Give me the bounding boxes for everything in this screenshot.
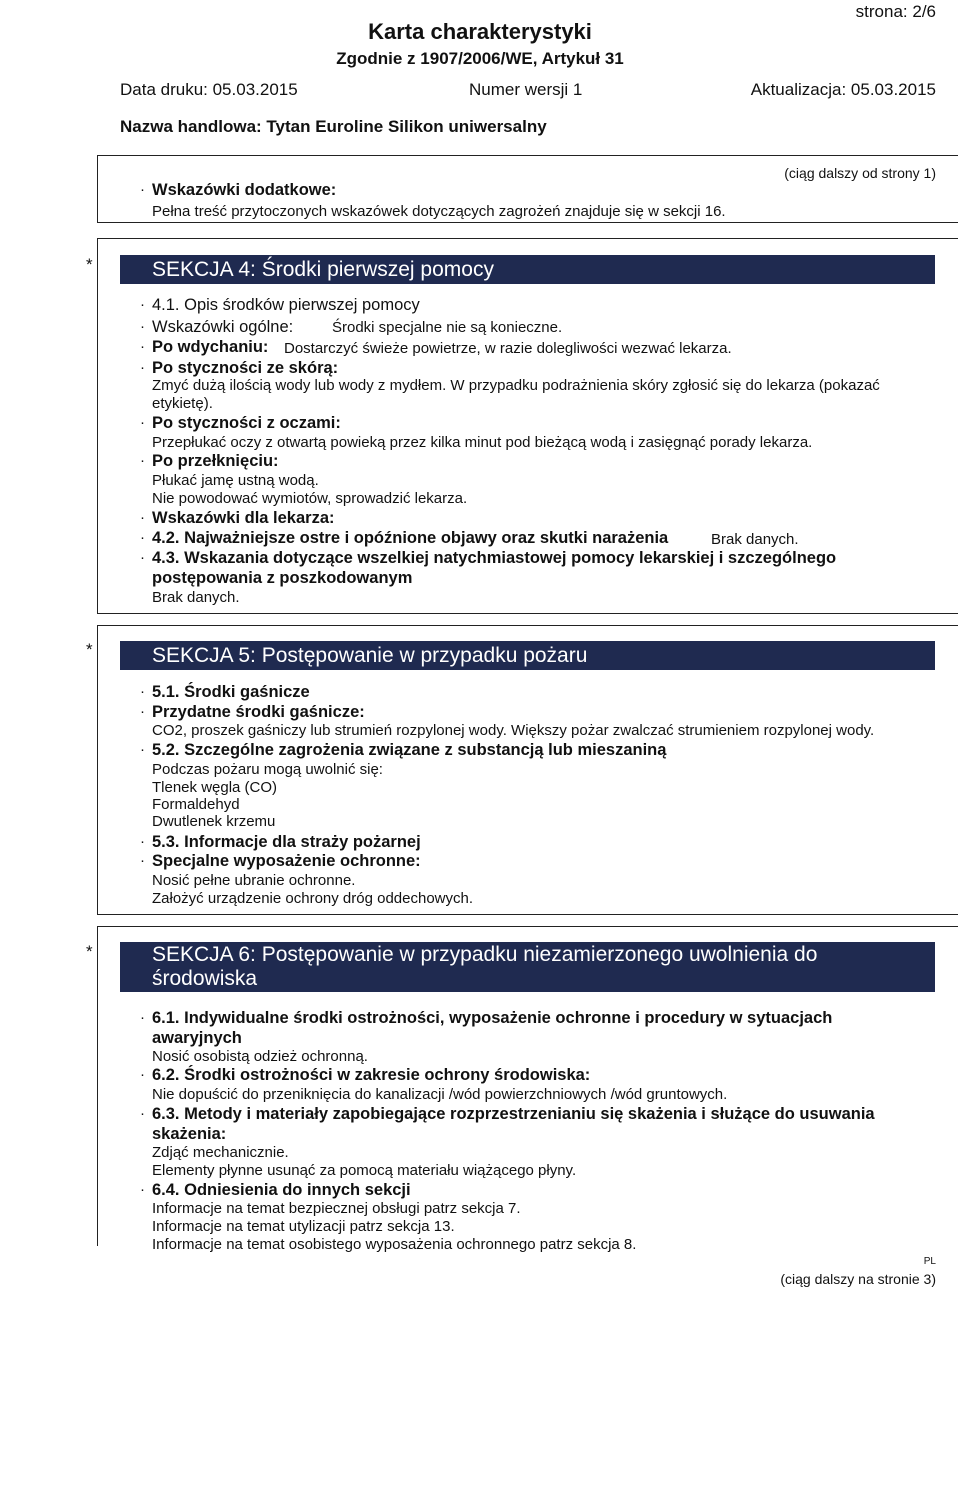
suitable-label: Przydatne środki gaśnicze: [152, 703, 365, 721]
bullet: · [140, 1009, 145, 1026]
bullet: · [140, 741, 145, 758]
print-date: Data druku: 05.03.2015 [120, 80, 298, 99]
heading-6-1-line-2: awaryjnych [152, 1029, 242, 1047]
bullet: · [140, 359, 145, 376]
general-label: Wskazówki ogólne: [152, 318, 294, 336]
swallow-label: Po przełknięciu: [152, 452, 279, 470]
bullet: · [140, 549, 145, 566]
heading-6-4: 6.4. Odniesienia do innych sekcji [152, 1181, 411, 1199]
heading-6-2-text: Nie dopuścić do przeniknięcia do kanalizacji /wód powierzchniowych /wód gruntowych. [152, 1086, 728, 1103]
document-subtitle: Zgodnie z 1907/2006/WE, Artykuł 31 [336, 49, 624, 68]
heading-4-3-line-2: postępowania z poszkodowanym [152, 569, 413, 587]
heading-6-3-text-2: Elementy płynne usunąć za pomocą materiału wiążącego płyny. [152, 1162, 577, 1179]
heading-6-1-line-1: 6.1. Indywidualne środki ostrożności, wyposażenie ochronne i procedury w sytuacjach [152, 1009, 833, 1027]
bullet: · [140, 296, 145, 313]
bullet: · [140, 338, 145, 355]
section-4-title: SEKCJA 4: Środki pierwszej pomocy [120, 255, 935, 284]
fire-text-4: Dwutlenek krzemu [152, 813, 276, 830]
bullet: · [140, 318, 145, 335]
bullet: · [140, 529, 145, 546]
inhale-text: Dostarczyć świeże powietrze, w razie dolegliwości wezwać lekarza. [284, 340, 732, 357]
equipment-text-1: Nosić pełne ubranie ochronne. [152, 872, 356, 889]
heading-4-2: 4.2. Najważniejsze ostre i opóźnione objawy oraz skutki narażenia [152, 529, 669, 547]
heading-4-3-text: Brak danych. [152, 589, 240, 606]
continued-to-label: (ciąg dalszy na stronie 3) [780, 1271, 936, 1287]
equipment-text-2: Założyć urządzenie ochrony dróg oddechowych. [152, 890, 474, 907]
bullet: · [140, 1181, 145, 1198]
bullet: · [140, 1066, 145, 1083]
skin-label: Po styczności ze skórą: [152, 359, 339, 377]
heading-6-2: 6.2. Środki ostrożności w zakresie ochrony środowiska: [152, 1066, 591, 1084]
update-date: Aktualizacja: 05.03.2015 [750, 80, 936, 99]
heading-5-1: 5.1. Środki gaśnicze [152, 683, 310, 701]
changed-marker: * [86, 942, 93, 961]
swallow-text-2: Nie powodować wymiotów, sprowadzić lekarza. [152, 490, 468, 507]
section-6-title-line-2: środowiska [152, 967, 258, 990]
heading-6-3-line-1: 6.3. Metody i materiały zapobiegające rozprzestrzenianiu się skażenia i służące do usuwania [152, 1105, 875, 1123]
fire-text-3: Formaldehyd [152, 796, 240, 813]
heading-6-4-text-3: Informacje na temat osobistego wyposażenia ochronnego patrz sekcja 8. [152, 1236, 637, 1253]
suitable-text: CO2, proszek gaśniczy lub strumień rozpylonej wody. Większy pożar zwalczać strumieniem rozpylonej wody. [152, 722, 875, 739]
skin-text-2: etykietę). [152, 395, 213, 412]
doctor-label: Wskazówki dla lekarza: [152, 509, 335, 527]
heading-5-3: 5.3. Informacje dla straży pożarnej [152, 833, 421, 851]
bullet: · [140, 181, 145, 198]
fire-text-2: Tlenek węgla (CO) [152, 779, 278, 796]
heading-6-1-text: Nosić osobistą odzież ochronną. [152, 1048, 368, 1065]
equipment-label: Specjalne wyposażenie ochronne: [152, 852, 421, 870]
heading-6-3-text-1: Zdjąć mechanicznie. [152, 1144, 289, 1161]
bullet: · [140, 1105, 145, 1122]
bullet: · [140, 414, 145, 431]
swallow-text-1: Płukać jamę ustną wodą. [152, 472, 319, 489]
bullet: · [140, 852, 145, 869]
additional-info-text: Pełna treść przytoczonych wskazówek dotyczących zagrożeń znajduje się w sekcji 16. [152, 203, 726, 220]
bullet: · [140, 683, 145, 700]
section-6-title [120, 942, 935, 992]
section-6-title-line-1: SEKCJA 6: Postępowanie w przypadku niezamierzonego uwolnienia do [152, 943, 818, 966]
heading-4-3-line-1: 4.3. Wskazania dotyczące wszelkiej natychmiastowej pomocy lekarskiej i szczególnego [152, 549, 837, 567]
inhale-label: Po wdychaniu: [152, 338, 269, 356]
changed-marker: * [86, 640, 93, 659]
version-number: Numer wersji 1 [469, 80, 583, 99]
bullet: · [140, 509, 145, 526]
heading-6-3-line-2: skażenia: [152, 1125, 227, 1143]
section-5-title: SEKCJA 5: Postępowanie w przypadku pożaru [120, 641, 935, 670]
document-title: Karta charakterystyki [368, 19, 592, 44]
eyes-text: Przepłukać oczy z otwartą powieką przez kilka minut pod bieżącą wodą i zasięgnąć porady lekarza. [152, 434, 813, 451]
heading-6-4-text-2: Informacje na temat utylizacji patrz sekcja 13. [152, 1218, 455, 1235]
bullet: · [140, 452, 145, 469]
heading-5-2: 5.2. Szczególne zagrożenia związane z substancją lub mieszaniną [152, 741, 667, 759]
heading-4-1: 4.1. Opis środków pierwszej pomocy [152, 296, 420, 314]
eyes-label: Po styczności z oczami: [152, 414, 341, 432]
heading-4-2-text: Brak danych. [711, 531, 799, 548]
bullet: · [140, 703, 145, 720]
additional-info-heading: Wskazówki dodatkowe: [152, 181, 337, 199]
changed-marker: * [86, 255, 93, 274]
skin-text-1: Zmyć dużą ilością wody lub wody z mydłem. W przypadku podrażnienia skóry zgłosić się do lekarza (pokazać [152, 377, 880, 394]
continued-from-label: (ciąg dalszy od strony 1) [784, 165, 936, 181]
fire-text-1: Podczas pożaru mogą uwolnić się: [152, 761, 383, 778]
language-code: PL [923, 1256, 936, 1267]
bullet: · [140, 833, 145, 850]
page-number: strona: 2/6 [855, 2, 936, 21]
general-text: Środki specjalne nie są konieczne. [332, 319, 563, 336]
heading-6-4-text-1: Informacje na temat bezpiecznej obsługi patrz sekcja 7. [152, 1200, 521, 1217]
trade-name: Nazwa handlowa: Tytan Euroline Silikon uniwersalny [120, 117, 547, 136]
